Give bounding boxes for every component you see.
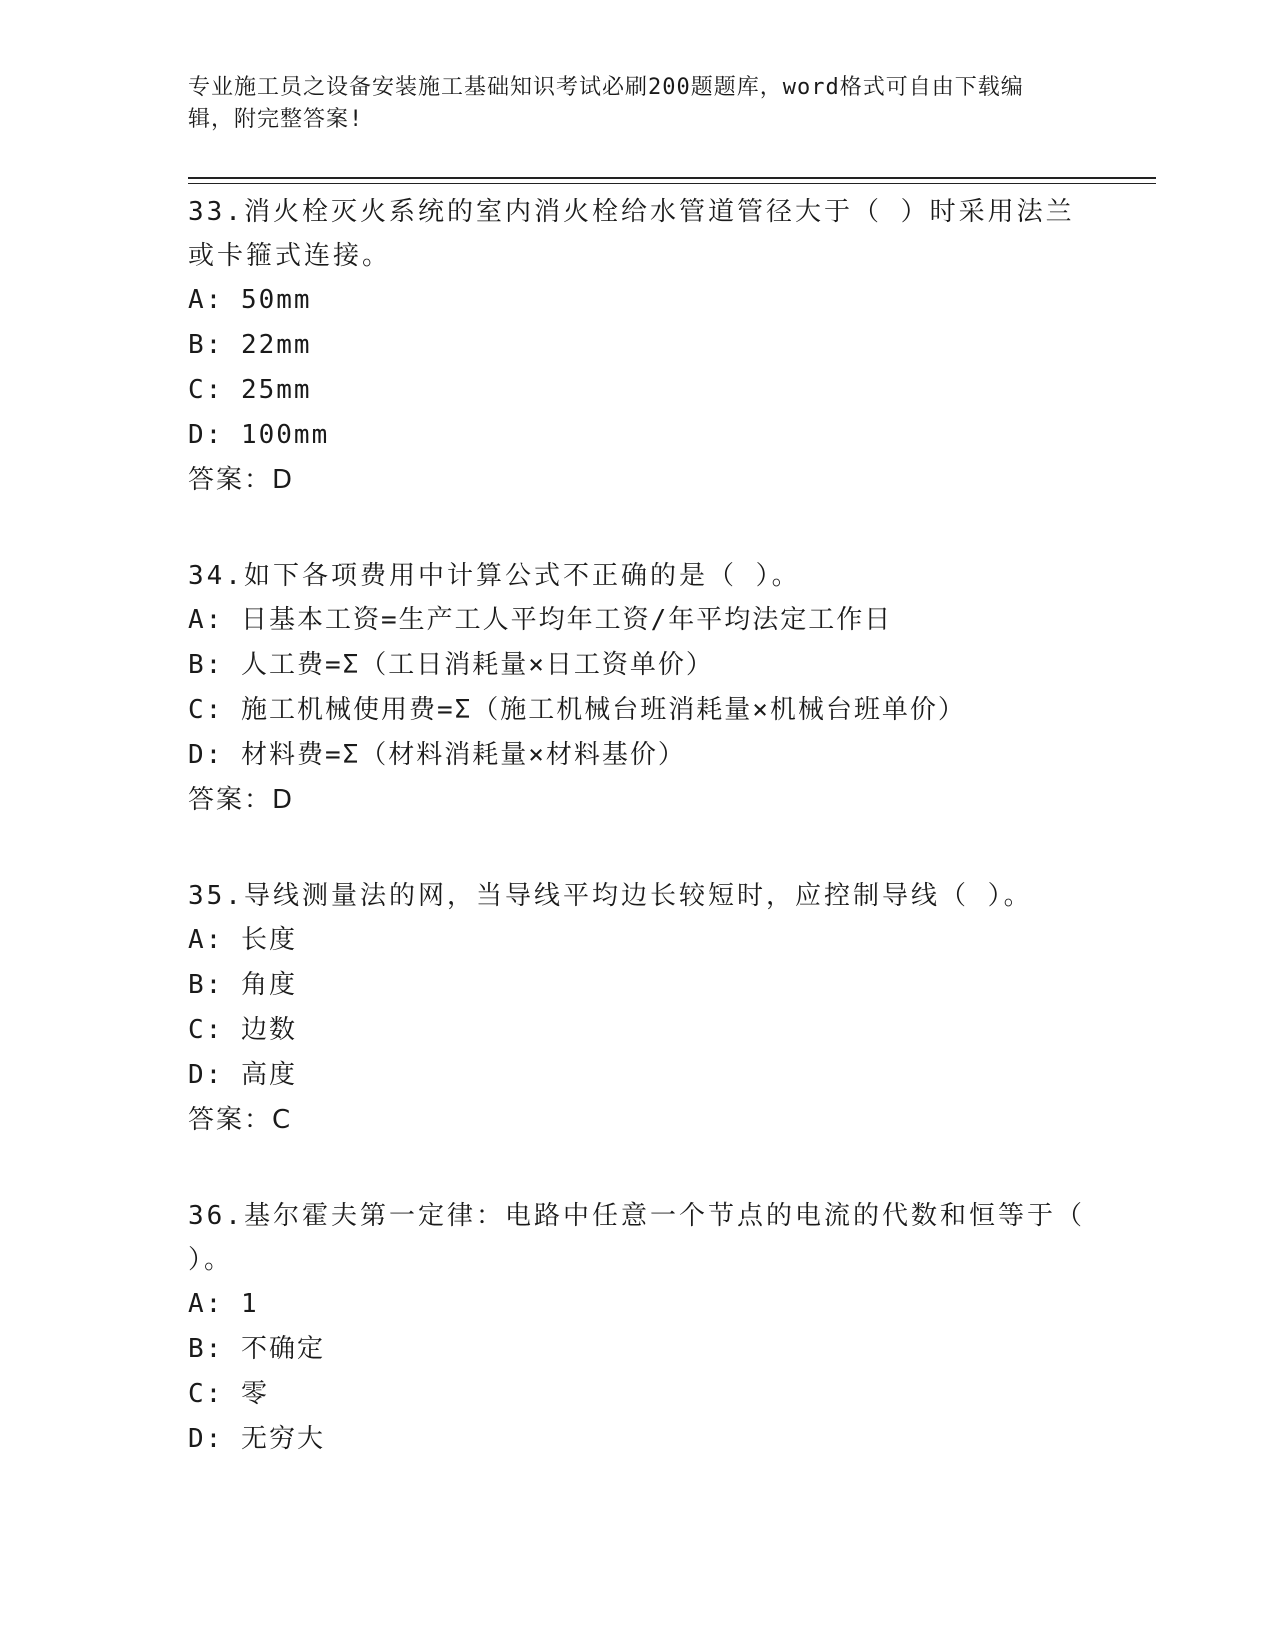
option-a: A: 1 [188,1289,259,1319]
option-d: D: 材料费=Σ（材料消耗量×材料基价） [188,740,686,770]
question-text: 34.如下各项费用中计算公式不正确的是（ ）。 [188,561,801,591]
question-text: 36.基尔霍夫第一定律：电路中任意一个节点的电流的代数和恒等于（ ）。 [188,1201,1085,1275]
answer-line: 答案：D [188,465,295,495]
option-d: D: 100mm [188,420,330,450]
option-c: C: 施工机械使用费=Σ（施工机械台班消耗量×机械台班单价） [188,695,966,725]
question-text: 33.消火栓灭火系统的室内消火栓给水管道管径大于（ ）时采用法兰或卡箍式连接。 [188,197,1075,271]
question-33 [188,190,1088,502]
question-36 [188,1194,1088,1462]
option-a: A: 日基本工资=生产工人平均年工资/年平均法定工作日 [188,605,893,635]
question-text: 35.导线测量法的网，当导线平均边长较短时，应控制导线（ ）。 [188,881,1033,911]
header-divider-thick [188,177,1156,179]
option-c: C: 25mm [188,375,312,405]
option-b: B: 人工费=Σ（工日消耗量×日工资单价） [188,650,714,680]
option-a: A: 50mm [188,285,312,315]
answer-line: 答案：D [188,785,295,815]
option-c: C: 边数 [188,1015,297,1045]
option-d: D: 无穷大 [188,1424,325,1454]
answer-line: 答案：C [188,1105,293,1135]
question-list [188,190,1088,1462]
option-b: B: 不确定 [188,1334,325,1364]
option-d: D: 高度 [188,1060,297,1090]
header-divider-thin [188,183,1156,184]
question-35 [188,874,1088,1142]
option-a: A: 长度 [188,925,297,955]
option-b: B: 角度 [188,970,297,1000]
option-b: B: 22mm [188,330,312,360]
document-header: 专业施工员之设备安装施工基础知识考试必刷200题题库，word格式可自由下载编辑，附完整答案! [188,75,1024,132]
question-34 [188,554,1088,822]
option-c: C: 零 [188,1379,269,1409]
